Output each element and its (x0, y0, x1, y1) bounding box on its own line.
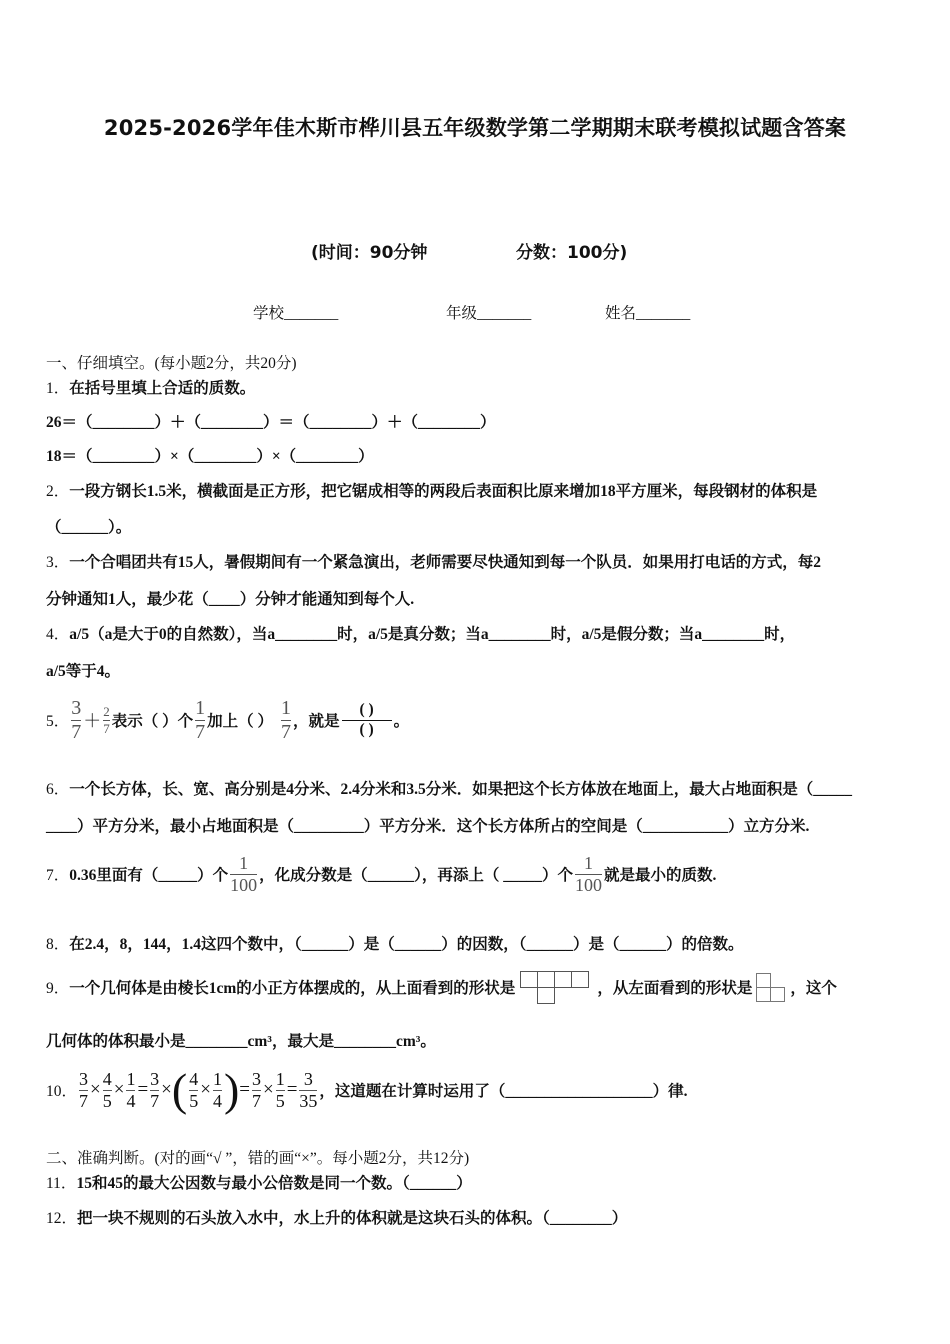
question-text: 在括号里填上合适的质数。 (69, 380, 256, 397)
question-text: 0.36里面有（_____）个 (69, 867, 229, 884)
question-number: 10． (46, 1083, 78, 1100)
question-6 (46, 777, 852, 799)
fraction-2-7 (103, 705, 110, 735)
fraction-3-7 (71, 698, 81, 743)
numerator: 1 (275, 1068, 285, 1089)
question-11 (46, 1171, 472, 1193)
numerator: 1 (584, 852, 594, 873)
exam-time: (时间：90分钟 (311, 243, 428, 263)
left-paren-icon: ( (171, 1064, 188, 1115)
question-number: 2． (46, 483, 70, 500)
question-3-line2: 分钟通知1人，最少花（____）分钟才能通知到每个人. (46, 591, 415, 608)
fraction (189, 1070, 198, 1111)
question-text: 一个几何体是由棱长1cm的小正方体摆成的，从上面看到的形状是 (69, 980, 516, 997)
numerator: 1 (239, 852, 249, 873)
fraction-1-7 (281, 698, 291, 743)
numerator: 4 (189, 1068, 199, 1089)
denominator: 5 (189, 1090, 199, 1111)
question-number: 4． (46, 626, 70, 643)
numerator: 1 (195, 696, 206, 719)
section2-header: 二、准确判断。(对的画“√ ”，错的画“×”。每小题2分，共12分) (46, 1150, 470, 1167)
fraction-1-100 (230, 854, 257, 895)
question-text: 15和45的最大公因数与最小公倍数是同一个数。（______） (76, 1175, 472, 1192)
question-1-line2: 18＝（________）×（________）×（________） (46, 448, 374, 465)
question-3 (46, 550, 821, 572)
question-number: 7． (46, 867, 70, 884)
question-12 (46, 1206, 627, 1228)
question-9-line2: 几何体的体积最小是________cm³，最大是________cm³。 (46, 1033, 436, 1050)
question-number: 11． (46, 1175, 77, 1192)
equals-sign: = (137, 1079, 149, 1100)
denominator: 7 (150, 1090, 160, 1111)
denominator: 4 (126, 1090, 136, 1111)
page-title: 2025-2026学年佳木斯市桦川县五年级数学第二学期期末联考模拟试题含答案 (103, 116, 847, 140)
math-expression (77, 1064, 319, 1115)
fraction (79, 1070, 88, 1111)
question-text: 加上（ ） (207, 713, 274, 730)
denominator: ( ) (359, 720, 374, 738)
fraction (213, 1070, 222, 1111)
question-text: 就是最小的质数. (604, 867, 717, 884)
times-sign: × (90, 1079, 101, 1100)
numerator: 3 (251, 1068, 261, 1089)
top-view-shape-icon (518, 969, 594, 1005)
fraction (126, 1070, 135, 1111)
fraction (252, 1070, 261, 1111)
question-5 (46, 690, 409, 750)
question-number: 1． (46, 380, 70, 397)
numerator: 3 (71, 696, 82, 719)
question-text: ，化成分数是（______），再添上（ _____）个 (259, 867, 574, 884)
question-number: 3． (46, 554, 70, 571)
fraction-1-7 (195, 698, 205, 743)
denominator: 5 (102, 1090, 112, 1111)
denominator: 100 (230, 874, 258, 895)
times-sign: × (200, 1079, 211, 1100)
answer-fraction-blank (342, 702, 392, 738)
question-number: 5． (46, 713, 70, 730)
question-2 (46, 479, 817, 501)
numerator: 1 (281, 696, 292, 719)
question-6-line2: ____）平方分米，最小占地面积是（_________）平方分米．这个长方体所占的空间是（___________）立方分米. (46, 818, 810, 835)
question-10 (46, 1062, 688, 1118)
denominator: 35 (299, 1090, 318, 1111)
section1-header: 一、仔细填空。(每小题2分，共20分) (46, 355, 297, 372)
denominator: 5 (275, 1090, 285, 1111)
question-text: 一个长方体，长、宽、高分别是4分米、2.4分米和3.5分米．如果把这个长方体放在地面上，最大占地面积是（_____ (69, 781, 853, 798)
denominator: 7 (195, 720, 206, 743)
question-7 (46, 846, 716, 902)
denominator: 7 (79, 1090, 89, 1111)
times-sign: × (262, 1079, 274, 1100)
equals-sign: = (286, 1079, 298, 1100)
exam-score: 分数：100分) (516, 243, 628, 263)
question-9 (46, 964, 837, 1010)
denominator: 7 (251, 1090, 261, 1111)
question-text: 表示（ ）个 (111, 713, 194, 730)
numerator: 3 (79, 1068, 89, 1089)
question-number: 6． (46, 781, 70, 798)
question-number: 8． (46, 936, 70, 953)
question-text: ，从左面看到的形状是 (597, 980, 753, 997)
numerator: 2 (103, 703, 110, 719)
right-paren-icon: ) (223, 1064, 240, 1115)
question-2-line2: （______）。 (46, 519, 132, 536)
fraction (276, 1070, 285, 1111)
denominator: 7 (281, 720, 292, 743)
fraction (103, 1070, 112, 1111)
numerator: 4 (102, 1068, 112, 1089)
denominator: 100 (575, 874, 603, 895)
question-text: 一段方钢长1.5米，横截面是正方形，把它锯成相等的两段后表面积比原来增加18平方厘米，每段钢材的体积是 (69, 483, 818, 500)
numerator: 3 (303, 1068, 313, 1089)
question-text: ，就是 (293, 713, 340, 730)
name-field: 姓名_______ (605, 305, 691, 322)
question-text: 一个合唱团共有15人，暑假期间有一个紧急演出，老师需要尽快通知到每一个队员．如果用打电话的方式，每2 (69, 554, 822, 571)
fraction (150, 1070, 159, 1111)
question-number: 12． (46, 1210, 78, 1227)
question-text: ，这道题在计算时运用了（___________________）律. (319, 1083, 688, 1100)
times-sign: × (113, 1079, 125, 1100)
question-text: 在2.4，8，144，1.4这四个数中，（______）是（______）的因数，（______）是（______）的倍数。 (69, 936, 744, 953)
equals-sign: = (239, 1079, 250, 1100)
school-field: 学校_______ (253, 305, 339, 322)
denominator: 4 (212, 1090, 222, 1111)
left-view-shape-icon (755, 971, 787, 1003)
question-number: 9． (46, 980, 70, 997)
numerator: 1 (212, 1068, 222, 1089)
fraction (299, 1070, 317, 1111)
times-sign: × (161, 1079, 172, 1100)
grade-field: 年级_______ (446, 305, 532, 322)
denominator: 7 (71, 720, 82, 743)
denominator: 7 (103, 720, 110, 736)
numerator: 3 (150, 1068, 160, 1089)
question-text: ，这个 (790, 980, 837, 997)
numerator: 1 (126, 1068, 136, 1089)
fraction-1-100 (575, 854, 602, 895)
numerator: ( ) (359, 701, 374, 719)
plus-sign: ＋ (83, 711, 102, 731)
question-1 (46, 376, 255, 398)
question-1-line1: 26＝（________）＋（________）＝（________）＋（________） (46, 414, 496, 431)
question-text: 把一块不规则的石头放入水中，水上升的体积就是这块石头的体积。（________） (77, 1210, 628, 1227)
question-8 (46, 932, 744, 954)
question-4 (46, 622, 795, 644)
question-text: 。 (393, 713, 410, 730)
question-4-line2: a/5等于4。 (46, 663, 121, 680)
question-text: a/5（a是大于0的自然数），当a________时，a/5是真分数；当a________时，a/5是假分数；当a________时， (69, 626, 796, 643)
